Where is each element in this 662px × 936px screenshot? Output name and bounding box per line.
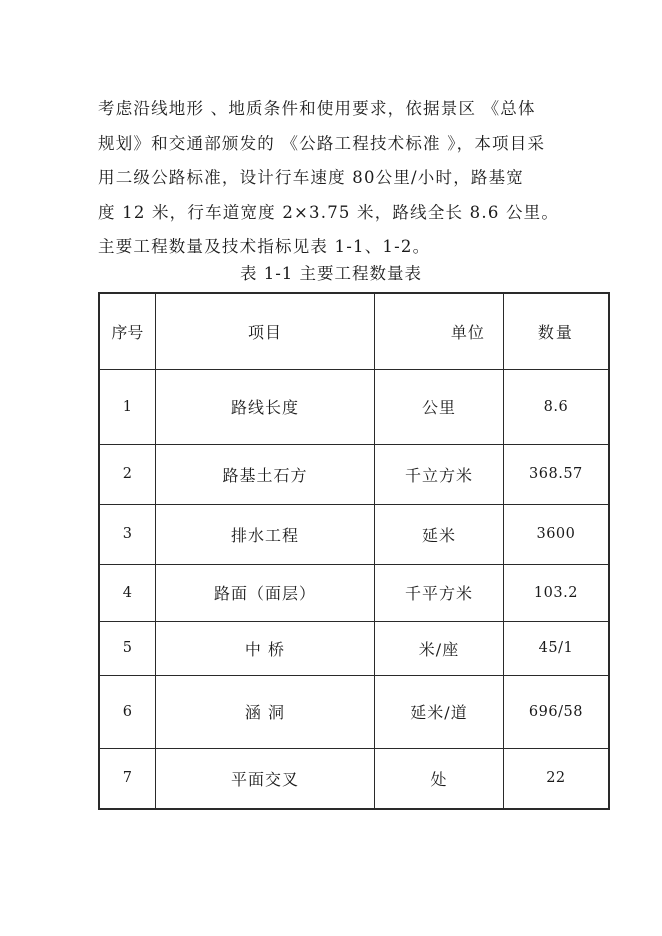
row-item: 路线长度 [155,369,374,444]
quantity-table [98,292,610,810]
row-index: 2 [99,444,155,504]
table-caption: 表 1-1 主要工程数量表 [239,264,423,283]
row-item: 中 桥 [155,621,374,675]
row-index: 3 [99,504,155,564]
row-index: 1 [99,369,155,444]
body-paragraph [98,92,598,265]
row-quantity: 22 [503,748,609,809]
row-index: 6 [99,675,155,748]
row-unit: 米/座 [375,621,504,675]
table-row [99,504,609,564]
row-quantity: 368.57 [503,444,609,504]
row-unit: 千立方米 [375,444,504,504]
table-row [99,564,609,621]
table-row [99,675,609,748]
header-item: 项目 [155,293,374,369]
row-item: 路基土石方 [155,444,374,504]
table-row [99,621,609,675]
row-unit: 延米 [375,504,504,564]
row-quantity: 696/58 [503,675,609,748]
table-header-row [99,293,609,369]
row-index: 5 [99,621,155,675]
row-unit: 延米/道 [375,675,504,748]
row-unit: 处 [375,748,504,809]
paragraph-line: 考虑沿线地形 、地质条件和使用要求，依据景区 《总体 [98,99,536,118]
table-row [99,748,609,809]
header-unit: 单位 [375,293,504,369]
paragraph-line: 主要工程数量及技术指标见表 1-1、1-2。 [98,237,431,256]
table-row [99,369,609,444]
row-quantity: 45/1 [503,621,609,675]
table-row [99,444,609,504]
header-quantity: 数量 [503,293,609,369]
row-item: 涵 洞 [155,675,374,748]
row-unit: 千平方米 [375,564,504,621]
row-unit: 公里 [375,369,504,444]
row-item: 路面（面层） [155,564,374,621]
row-quantity: 8.6 [503,369,609,444]
row-index: 4 [99,564,155,621]
paragraph-line: 规划》和交通部颁发的 《公路工程技术标准 》，本项目采 [98,133,546,153]
row-quantity: 103.2 [503,564,609,621]
header-index: 序号 [99,293,155,369]
paragraph-line: 度 12 米，行车道宽度 2×3.75 米，路线全长 8.6 公里。 [98,202,560,222]
row-item: 平面交叉 [155,748,374,809]
paragraph-line: 用二级公路标准，设计行车速度 80公里/小时，路基宽 [98,168,524,187]
row-index: 7 [99,748,155,809]
row-item: 排水工程 [155,504,374,564]
row-quantity: 3600 [503,504,609,564]
